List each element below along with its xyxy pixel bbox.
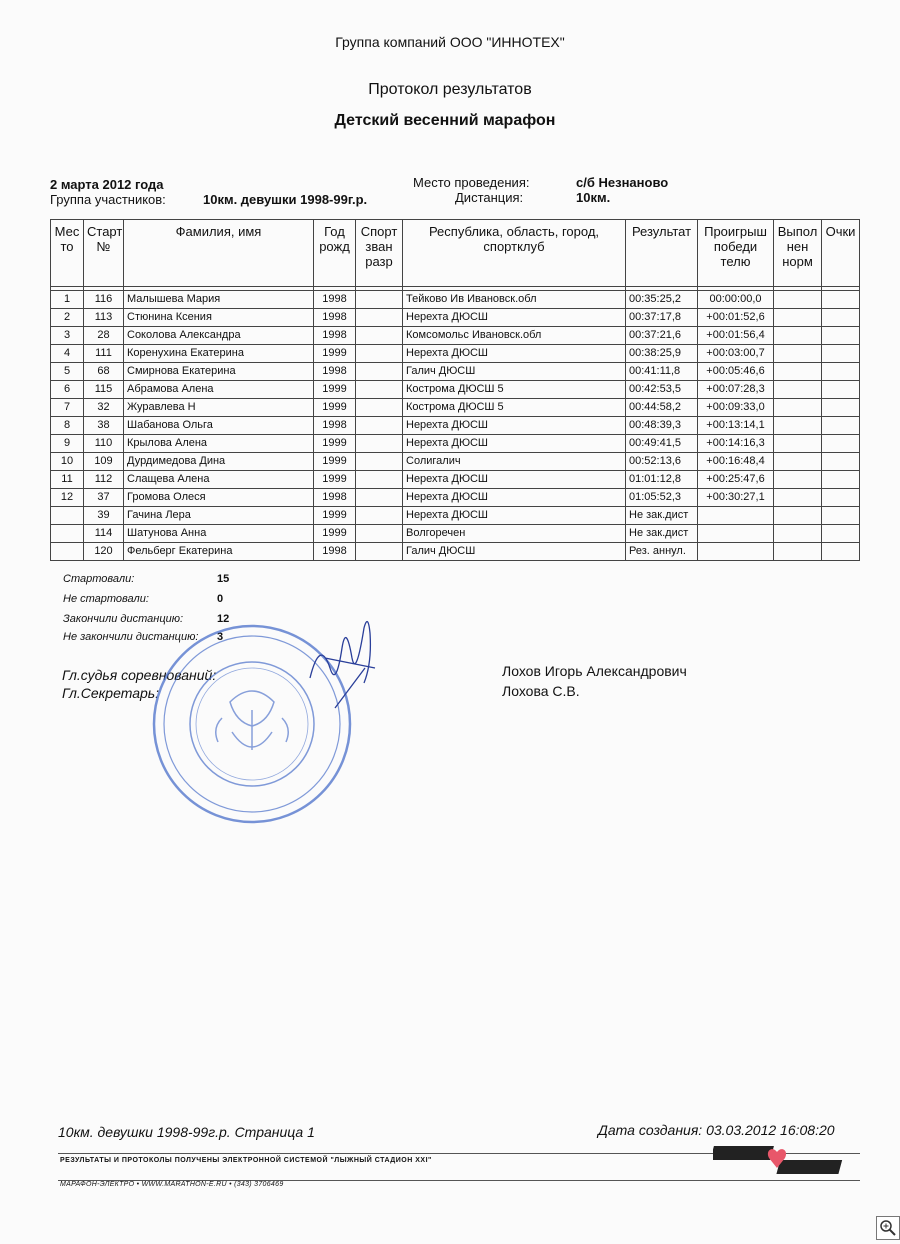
protocol-title: Протокол результатов: [368, 81, 532, 98]
cell-name: Дурдимедова Дина: [124, 453, 314, 471]
cell-place: [51, 543, 84, 561]
table-row: [51, 435, 860, 453]
table-row: [51, 453, 860, 471]
cell-behind: +00:01:56,4: [698, 327, 774, 345]
distance-label: Дистанция:: [455, 190, 524, 205]
cell-behind: +00:16:48,4: [698, 453, 774, 471]
cell-norm: [774, 309, 822, 327]
column-header: Выпол нен норм: [774, 220, 822, 287]
started-label: Стартовали:: [63, 573, 135, 585]
contact-info: МАРАФОН-ЭЛЕКТРО • WWW.MARATHON-E.RU • (343) 3706469: [60, 1181, 284, 1188]
cell-start: 38: [84, 417, 124, 435]
table-body: [51, 287, 860, 561]
cell-year: 1998: [314, 291, 356, 309]
cell-points: [822, 489, 860, 507]
created-date: Дата создания: 03.03.2012 16:08:20: [598, 1122, 835, 1138]
column-header: Старт №: [84, 220, 124, 287]
cell-start: 113: [84, 309, 124, 327]
cell-result: 00:42:53,5: [626, 381, 698, 399]
cell-name: Коренухина Екатерина: [124, 345, 314, 363]
cell-club: Нерехта ДЮСШ: [403, 417, 626, 435]
cell-rank: [356, 417, 403, 435]
cell-points: [822, 345, 860, 363]
cell-place: 1: [51, 291, 84, 309]
cell-rank: [356, 507, 403, 525]
column-header: Республика, область, город, спортклуб: [403, 220, 626, 287]
cell-result: 00:35:25,2: [626, 291, 698, 309]
table-header-row: [51, 220, 860, 287]
cell-norm: [774, 363, 822, 381]
column-header: Спорт зван разр: [356, 220, 403, 287]
table-row: [51, 309, 860, 327]
cell-norm: [774, 489, 822, 507]
finished-value: 12: [217, 613, 230, 625]
cell-points: [822, 543, 860, 561]
cell-start: 115: [84, 381, 124, 399]
table-row: [51, 399, 860, 417]
secretary-name: Лохова С.В.: [502, 683, 580, 699]
cell-club: Галич ДЮСШ: [403, 543, 626, 561]
cell-name: Слащева Алена: [124, 471, 314, 489]
cell-behind: [698, 525, 774, 543]
cell-name: Шатунова Анна: [124, 525, 314, 543]
zoom-button[interactable]: [876, 1216, 900, 1240]
column-header: Мес то: [51, 220, 84, 287]
cell-behind: [698, 507, 774, 525]
table-row: [51, 525, 860, 543]
cell-start: 114: [84, 525, 124, 543]
cell-start: 32: [84, 399, 124, 417]
cell-behind: +00:09:33,0: [698, 399, 774, 417]
table-row: [51, 291, 860, 309]
cell-points: [822, 399, 860, 417]
cell-club: Тейково Ив Ивановск.обл: [403, 291, 626, 309]
cell-norm: [774, 399, 822, 417]
cell-rank: [356, 345, 403, 363]
cell-club: Волгоречен: [403, 525, 626, 543]
cell-name: Фельберг Екатерина: [124, 543, 314, 561]
cell-place: 10: [51, 453, 84, 471]
judge-name: Лохов Игорь Александрович: [502, 663, 687, 679]
cell-rank: [356, 363, 403, 381]
cell-points: [822, 507, 860, 525]
cell-year: 1999: [314, 525, 356, 543]
cell-place: 6: [51, 381, 84, 399]
cell-place: 11: [51, 471, 84, 489]
venue-label: Место проведения:: [413, 175, 530, 190]
cell-year: 1999: [314, 507, 356, 525]
cell-points: [822, 381, 860, 399]
cell-norm: [774, 453, 822, 471]
cell-rank: [356, 309, 403, 327]
cell-norm: [774, 345, 822, 363]
cell-behind: [698, 543, 774, 561]
cell-norm: [774, 417, 822, 435]
cell-behind: +00:30:27,1: [698, 489, 774, 507]
cell-norm: [774, 507, 822, 525]
cell-place: 2: [51, 309, 84, 327]
not-started-label: Не стартовали:: [63, 593, 149, 605]
system-note: РЕЗУЛЬТАТЫ И ПРОТОКОЛЫ ПОЛУЧЕНЫ ЭЛЕКТРОННОЙ СИСТЕМОЙ "ЛЫЖНЫЙ СТАДИОН XXI": [60, 1157, 432, 1164]
not-finished-label: Не закончили дистанцию:: [63, 631, 199, 643]
cell-start: 28: [84, 327, 124, 345]
cell-behind: +00:13:14,1: [698, 417, 774, 435]
cell-club: Кострома ДЮСШ 5: [403, 399, 626, 417]
table-row: [51, 543, 860, 561]
cell-club: Нерехта ДЮСШ: [403, 309, 626, 327]
cell-norm: [774, 291, 822, 309]
cell-club: Нерехта ДЮСШ: [403, 471, 626, 489]
cell-year: 1998: [314, 309, 356, 327]
cell-place: 5: [51, 363, 84, 381]
finished-label: Закончили дистанцию:: [63, 613, 184, 625]
cell-result: 01:01:12,8: [626, 471, 698, 489]
cell-year: 1999: [314, 453, 356, 471]
table-row: [51, 381, 860, 399]
cell-start: 68: [84, 363, 124, 381]
cell-start: 112: [84, 471, 124, 489]
cell-result: Не зак.дист: [626, 525, 698, 543]
cell-result: 00:37:21,6: [626, 327, 698, 345]
cell-points: [822, 363, 860, 381]
cell-behind: +00:03:00,7: [698, 345, 774, 363]
cell-start: 110: [84, 435, 124, 453]
cell-behind: +00:05:46,6: [698, 363, 774, 381]
cell-behind: +00:14:16,3: [698, 435, 774, 453]
page-info: 10км. девушки 1998-99г.р. Страница 1: [58, 1124, 315, 1140]
cell-name: Стюнина Ксения: [124, 309, 314, 327]
event-title: Детский весенний марафон: [334, 112, 556, 129]
cell-name: Смирнова Екатерина: [124, 363, 314, 381]
cell-club: Комсомольс Ивановск.обл: [403, 327, 626, 345]
cell-rank: [356, 399, 403, 417]
cell-result: 00:52:13,6: [626, 453, 698, 471]
cell-result: 00:49:41,5: [626, 435, 698, 453]
column-header: Проигрыш победи телю: [698, 220, 774, 287]
cell-norm: [774, 525, 822, 543]
signature-mark: [305, 618, 395, 718]
company-name: Группа компаний ООО "ИННОТЕХ": [335, 34, 565, 50]
event-date: 2 марта 2012 года: [50, 177, 164, 192]
cell-norm: [774, 471, 822, 489]
cell-behind: 00:00:00,0: [698, 291, 774, 309]
results-table: [50, 219, 860, 561]
cell-result: 00:48:39,3: [626, 417, 698, 435]
cell-points: [822, 417, 860, 435]
cell-club: Нерехта ДЮСШ: [403, 507, 626, 525]
cell-year: 1998: [314, 489, 356, 507]
group-label: Группа участников:: [50, 192, 166, 207]
cell-club: Нерехта ДЮСШ: [403, 435, 626, 453]
cell-norm: [774, 327, 822, 345]
table-row: [51, 471, 860, 489]
not-started-value: 0: [217, 593, 224, 605]
marathon-logo: [713, 1142, 853, 1178]
cell-rank: [356, 291, 403, 309]
cell-start: 120: [84, 543, 124, 561]
cell-rank: [356, 453, 403, 471]
column-header: Год рожд: [314, 220, 356, 287]
cell-result: 00:41:11,8: [626, 363, 698, 381]
cell-place: 3: [51, 327, 84, 345]
cell-place: 9: [51, 435, 84, 453]
cell-year: 1998: [314, 363, 356, 381]
cell-name: Крылова Алена: [124, 435, 314, 453]
cell-name: Громова Олеся: [124, 489, 314, 507]
zoom-in-icon: [877, 1217, 899, 1239]
cell-club: Солигалич: [403, 453, 626, 471]
cell-points: [822, 309, 860, 327]
secretary-label: Гл.Секретарь:: [62, 685, 160, 701]
cell-points: [822, 471, 860, 489]
table-row: [51, 327, 860, 345]
cell-club: Нерехта ДЮСШ: [403, 489, 626, 507]
cell-name: Журавлева Н: [124, 399, 314, 417]
cell-year: 1999: [314, 399, 356, 417]
cell-points: [822, 435, 860, 453]
cell-place: [51, 507, 84, 525]
cell-club: Нерехта ДЮСШ: [403, 345, 626, 363]
cell-rank: [356, 525, 403, 543]
cell-place: 7: [51, 399, 84, 417]
column-header: Фамилия, имя: [124, 220, 314, 287]
cell-points: [822, 453, 860, 471]
cell-place: 4: [51, 345, 84, 363]
cell-rank: [356, 435, 403, 453]
cell-year: 1999: [314, 345, 356, 363]
cell-rank: [356, 381, 403, 399]
cell-result: 00:38:25,9: [626, 345, 698, 363]
column-header: Результат: [626, 220, 698, 287]
table-row: [51, 363, 860, 381]
cell-behind: +00:01:52,6: [698, 309, 774, 327]
cell-result: 00:44:58,2: [626, 399, 698, 417]
cell-name: Соколова Александра: [124, 327, 314, 345]
cell-rank: [356, 327, 403, 345]
table-row: [51, 489, 860, 507]
cell-start: 37: [84, 489, 124, 507]
cell-year: 1999: [314, 471, 356, 489]
cell-result: Не зак.дист: [626, 507, 698, 525]
cell-behind: +00:25:47,6: [698, 471, 774, 489]
cell-behind: +00:07:28,3: [698, 381, 774, 399]
cell-year: 1998: [314, 543, 356, 561]
cell-name: Малышева Мария: [124, 291, 314, 309]
cell-norm: [774, 435, 822, 453]
cell-norm: [774, 543, 822, 561]
cell-rank: [356, 543, 403, 561]
cell-year: 1999: [314, 435, 356, 453]
cell-points: [822, 525, 860, 543]
column-header: Очки: [822, 220, 860, 287]
not-finished-value: 3: [217, 631, 224, 643]
judge-label: Гл.судья соревнований:: [62, 667, 217, 683]
cell-result: Рез. аннул.: [626, 543, 698, 561]
cell-result: 00:37:17,8: [626, 309, 698, 327]
group-value: 10км. девушки 1998-99г.р.: [203, 192, 368, 207]
cell-club: Кострома ДЮСШ 5: [403, 381, 626, 399]
cell-norm: [774, 381, 822, 399]
cell-rank: [356, 489, 403, 507]
cell-year: 1998: [314, 417, 356, 435]
cell-result: 01:05:52,3: [626, 489, 698, 507]
cell-start: 39: [84, 507, 124, 525]
venue-value: с/б Незнаново: [576, 175, 669, 190]
table-row: [51, 507, 860, 525]
distance-value: 10км.: [576, 190, 611, 205]
cell-name: Гачина Лера: [124, 507, 314, 525]
cell-points: [822, 291, 860, 309]
cell-year: 1999: [314, 381, 356, 399]
cell-name: Абрамова Алена: [124, 381, 314, 399]
started-value: 15: [217, 573, 230, 585]
cell-place: 8: [51, 417, 84, 435]
cell-start: 116: [84, 291, 124, 309]
cell-start: 111: [84, 345, 124, 363]
table-row: [51, 417, 860, 435]
cell-rank: [356, 471, 403, 489]
cell-name: Шабанова Ольга: [124, 417, 314, 435]
cell-start: 109: [84, 453, 124, 471]
cell-club: Галич ДЮСШ: [403, 363, 626, 381]
cell-place: [51, 525, 84, 543]
cell-place: 12: [51, 489, 84, 507]
cell-year: 1998: [314, 327, 356, 345]
cell-points: [822, 327, 860, 345]
table-row: [51, 345, 860, 363]
